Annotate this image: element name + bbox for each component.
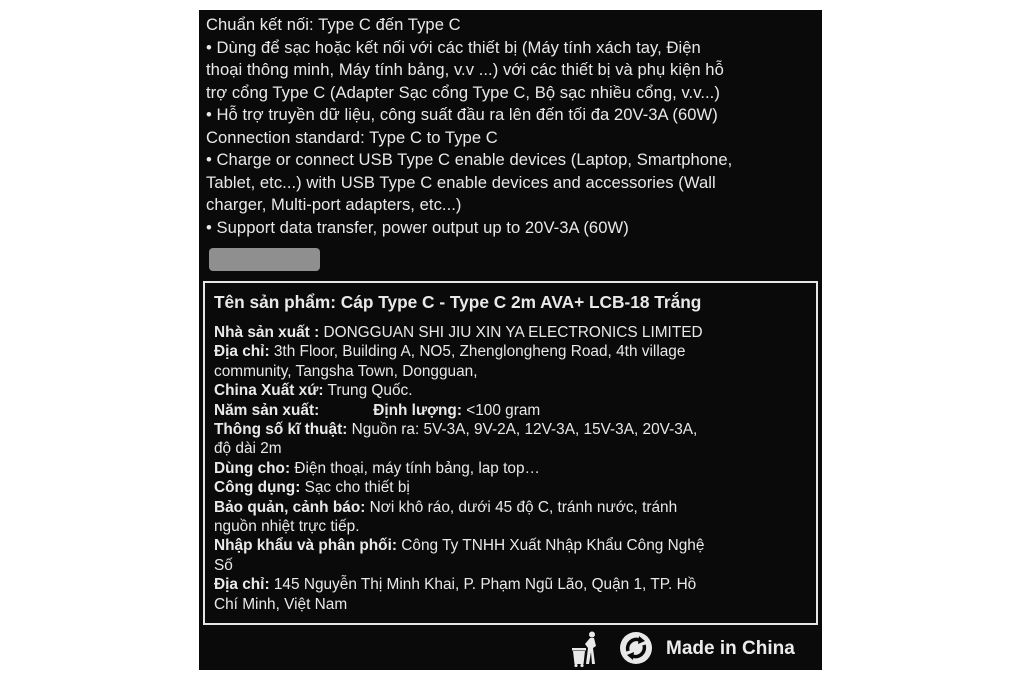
spec-row (214, 420, 804, 439)
year-weight-row (214, 401, 804, 420)
spec-value: Nguồn ra: 5V-3A, 9V-2A, 12V-3A, 15V-3A, 20V-3A, (347, 421, 698, 439)
use-label: Dùng cho: (214, 459, 291, 477)
spec-row-cont: độ dài 2m (214, 440, 282, 458)
recycle-bin-icon (571, 630, 605, 673)
storage-row (214, 498, 804, 517)
description-line: • Support data transfer, power output up to 20V-3A (60W) (206, 217, 629, 237)
address-label: Địa chỉ: (214, 343, 270, 361)
description-line: Chuẩn kết nối: Type C đến Type C (206, 15, 461, 34)
spec-label: Thông số kĩ thuật: (214, 421, 348, 439)
import-row-cont: Số (214, 556, 233, 574)
address-row (214, 342, 804, 361)
manufacturer-label: Nhà sản xuất : (214, 324, 320, 341)
import-value: Công Ty TNHH Xuất Nhập Khẩu Công Nghệ (397, 537, 705, 555)
weight-value: <100 gram (461, 401, 541, 419)
import-address-label: Địa chỉ: (214, 576, 270, 594)
origin-value: Trung Quốc. (323, 382, 413, 400)
import-address-row (214, 575, 804, 594)
description-line: • Dùng để sạc hoặc kết nối với các thiết bị (Máy tính xách tay, Điện (206, 37, 701, 57)
year-label: Năm sản xuất: (214, 401, 320, 419)
import-address-row-cont: Chí Minh, Việt Nam (214, 595, 348, 613)
storage-label: Bảo quản, cảnh báo: (214, 498, 366, 516)
function-row (214, 478, 804, 497)
spec-list (214, 323, 804, 614)
description-line: • Charge or connect USB Type C enable devices (Laptop, Smartphone, (206, 150, 733, 169)
description-line: Connection standard: Type C to Type C (206, 127, 498, 147)
weight-label: Định lượng: (373, 401, 462, 419)
description-line: charger, Multi-port adapters, etc...) (206, 195, 462, 214)
storage-row-cont: nguồn nhiệt trực tiếp. (214, 518, 360, 536)
use-row (214, 459, 804, 478)
redaction-bar (209, 248, 320, 271)
import-row (214, 536, 804, 555)
description-line: thoại thông minh, Máy tính bảng, v.v ...) với các thiết bị và phụ kiện hỗ (206, 60, 724, 79)
import-label: Nhập khẩu và phân phối: (214, 537, 397, 555)
function-label: Công dụng: (214, 479, 301, 497)
made-in-label: Made in China (666, 638, 795, 659)
import-address-value: 145 Nguyễn Thị Minh Khai, P. Phạm Ngũ Lão, Quận 1, TP. Hồ (269, 576, 697, 594)
footer (571, 628, 811, 672)
description-line: • Hỗ trợ truyền dữ liệu, công suất đầu ra lên đến tối đa 20V-3A (60W) (206, 105, 718, 124)
product-label-panel (199, 10, 822, 670)
product-info-box (203, 281, 818, 625)
description-line: trợ cổng Type C (Adapter Sạc cổng Type C, Bộ sạc nhiều cổng, v.v...) (206, 82, 720, 102)
address-value: 3th Floor, Building A, NO5, Zhenglongheng Road, 4th village (269, 343, 686, 361)
origin-label: China Xuất xứ: (214, 382, 324, 400)
recycle-arrows-icon (619, 631, 653, 670)
manufacturer-row (214, 323, 804, 342)
description-block (206, 14, 820, 239)
origin-row (214, 381, 804, 400)
storage-value: Nơi khô ráo, dưới 45 độ C, tránh nước, tránh (365, 498, 678, 516)
product-title: Tên sản phẩm: Cáp Type C - Type C 2m AVA+ LCB-18 Trắng (214, 292, 702, 312)
description-line: Tablet, etc...) with USB Type C enable devices and accessories (Wall (206, 172, 716, 192)
function-value: Sạc cho thiết bị (300, 479, 410, 497)
use-value: Điện thoại, máy tính bảng, lap top… (290, 459, 540, 477)
address-row-cont: community, Tangsha Town, Dongguan, (214, 362, 478, 380)
manufacturer-value: DONGGUAN SHI JIU XIN YA ELECTRONICS LIMITED (319, 324, 703, 341)
